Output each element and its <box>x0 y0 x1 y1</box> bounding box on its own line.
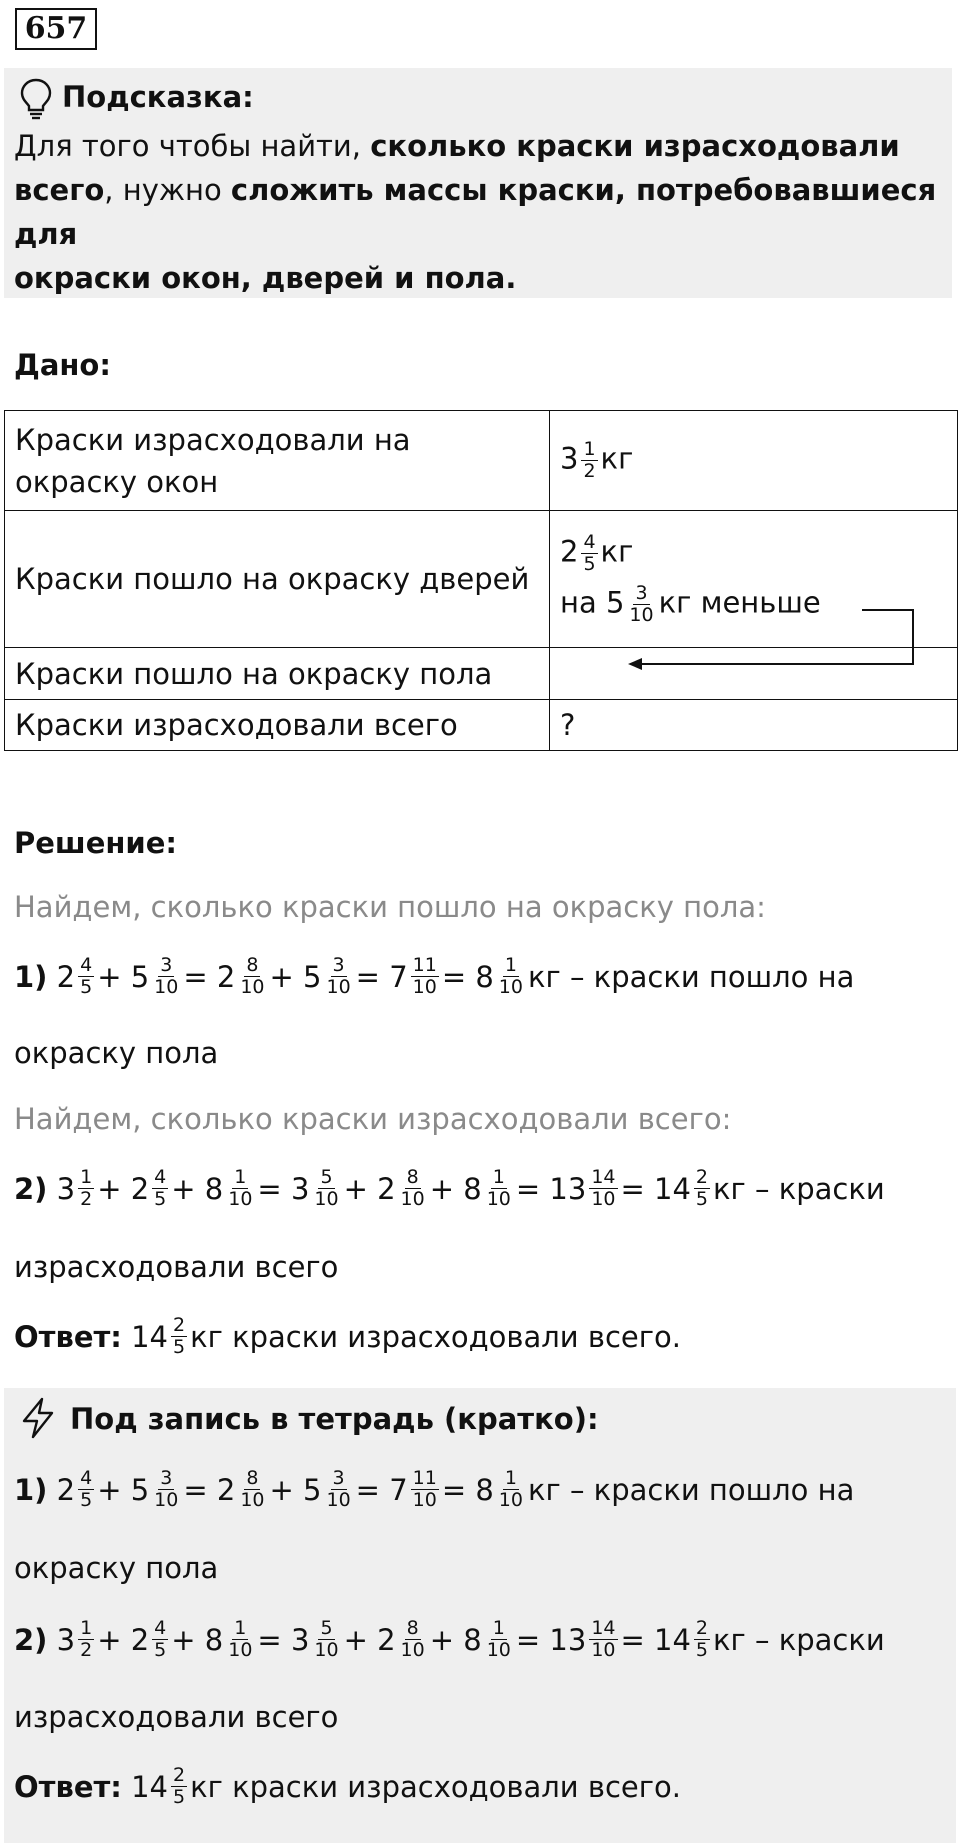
step1-equation: 1) 2 $\frac{4}{5}$ + 5 $\frac{3}{10}$ = 2 $\frac{8}{10}$ + 5 $\frac{3}{10}$ = 7 $\frac{11}{10}$ = 8 $\frac{1}{10}$ кг – краски пошло на <box>14 954 855 998</box>
given-table <box>4 410 958 751</box>
lightning-icon <box>18 1396 58 1440</box>
note-step1-cont: окраску пола <box>14 1551 219 1585</box>
row2-label: Краски пошло на окраску дверей <box>5 511 550 648</box>
hint-title: Подсказка: <box>62 80 254 114</box>
hint-box <box>4 68 952 298</box>
answer-line: Ответ: 14 $\frac{2}{5}$ кг краски израсходовали всего. <box>14 1314 681 1358</box>
row3-label: Краски пошло на окраску пола <box>5 648 550 700</box>
step1-cont: окраску пола <box>14 1036 219 1070</box>
given-heading: Дано: <box>14 348 111 382</box>
lightbulb-icon <box>16 76 56 120</box>
note-step1-equation: 1) 2 $\frac{4}{5}$ + 5 $\frac{3}{10}$ = 2 $\frac{8}{10}$ + 5 $\frac{3}{10}$ = 7 $\frac{11}{10}$ = 8 $\frac{1}{10}$ кг – краски пошло на <box>14 1467 855 1511</box>
row4-label: Краски израсходовали всего <box>5 700 550 751</box>
step2-cont: израсходовали всего <box>14 1250 339 1284</box>
note-answer-line: Ответ: 14 $\frac{2}{5}$ кг краски израсходовали всего. <box>14 1764 681 1808</box>
row2-value: 2 $\frac{4}{5}$ кг на 5 $\frac{3}{10}$ кг меньше <box>550 511 958 648</box>
step1-intro: Найдем, сколько краски пошло на окраску пола: <box>14 890 766 924</box>
short-note-title: Под запись в тетрадь (кратко): <box>70 1402 599 1436</box>
row4-value: ? <box>550 700 958 751</box>
task-number: 657 <box>15 8 97 50</box>
hint-text: Для того чтобы найти, сколько краски израсходовали всего, нужно сложить массы краски, потребовавшиеся для окраски окон, дверей и пола. <box>14 129 937 295</box>
step2-intro: Найдем, сколько краски израсходовали всего: <box>14 1102 732 1136</box>
relation-arrow-icon <box>600 600 930 680</box>
row1-value: 3 $\frac{1}{2}$ кг <box>550 411 958 511</box>
note-step2-equation: 2) 3 $\frac{1}{2}$ + 2 $\frac{4}{5}$ + 8 $\frac{1}{10}$ = 3 $\frac{5}{10}$ + 2 $\frac{8}{10}$ + 8 $\frac{1}{10}$ = 13 $\frac{14}{10}$ = 14 $\frac{2}{5}$ кг – краски <box>14 1617 885 1661</box>
note-step2-cont: израсходовали всего <box>14 1700 339 1734</box>
step2-equation: 2) 3 $\frac{1}{2}$ + 2 $\frac{4}{5}$ + 8 $\frac{1}{10}$ = 3 $\frac{5}{10}$ + 2 $\frac{8}{10}$ + 8 $\frac{1}{10}$ = 13 $\frac{14}{10}$ = 14 $\frac{2}{5}$ кг – краски <box>14 1166 885 1210</box>
row1-label: Краски израсходовали на окраску окон <box>5 411 550 511</box>
solution-heading: Решение: <box>14 826 178 860</box>
